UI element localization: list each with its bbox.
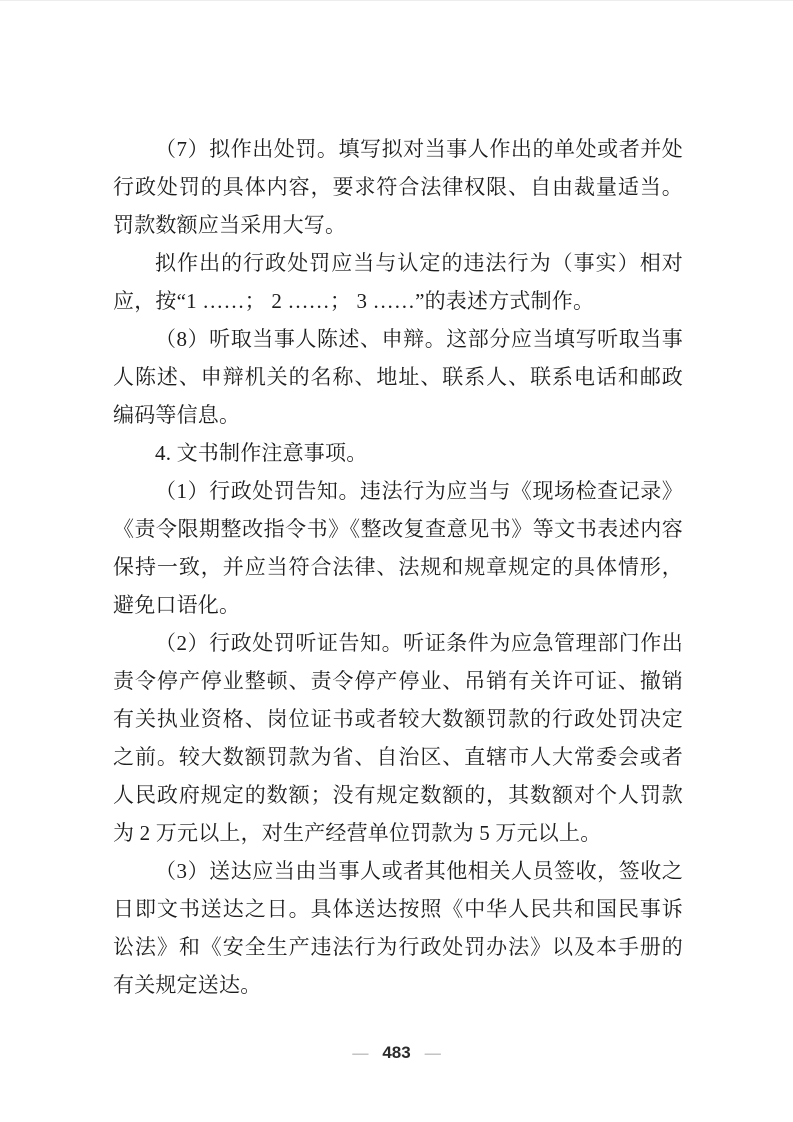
body-paragraph: 拟作出的行政处罚应当与认定的违法行为（事实）相对应，按“1 ……； 2 ……； 3 ……”的表述方式制作。 [113, 251, 683, 313]
page-number: 483 [382, 1043, 411, 1062]
footer-right-dash: — [424, 1045, 441, 1062]
body-text [113, 130, 683, 1004]
body-paragraph: （3）送达应当由当事人或者其他相关人员签收，签收之日即文书送达之日。具体送达按照《中华人民共和国民事诉讼法》和《安全生产违法行为行政处罚办法》以及本手册的有关规定送达。 [113, 859, 683, 997]
body-paragraph: （2）行政处罚听证告知。听证条件为应急管理部门作出责令停产停业整顿、责令停产停业、吊销有关许可证、撤销有关执业资格、岗位证书或者较大数额罚款的行政处罚决定之前。较大数额罚款为省、自治区、直辖市人大常委会或者人民政府规定的数额；没有规定数额的，其数额对个人罚款为 2 万元以上，对生产经营单位罚款为 5 万元以上。 [113, 631, 683, 845]
footer-left-dash: — [352, 1045, 369, 1062]
body-paragraph: （1）行政处罚告知。违法行为应当与《现场检查记录》《责令限期整改指令书》《整改复查意见书》等文书表述内容保持一致，并应当符合法律、法规和规章规定的具体情形，避免口语化。 [113, 479, 683, 617]
body-paragraph: （8）听取当事人陈述、申辩。这部分应当填写听取当事人陈述、申辩机关的名称、地址、联系人、联系电话和邮政编码等信息。 [113, 327, 683, 427]
body-paragraph: （7）拟作出处罚。填写拟对当事人作出的单处或者并处行政处罚的具体内容，要求符合法律权限、自由裁量适当。罚款数额应当采用大写。 [113, 137, 683, 237]
body-paragraph: 4. 文书制作注意事项。 [155, 441, 368, 465]
page-footer [0, 1043, 793, 1063]
